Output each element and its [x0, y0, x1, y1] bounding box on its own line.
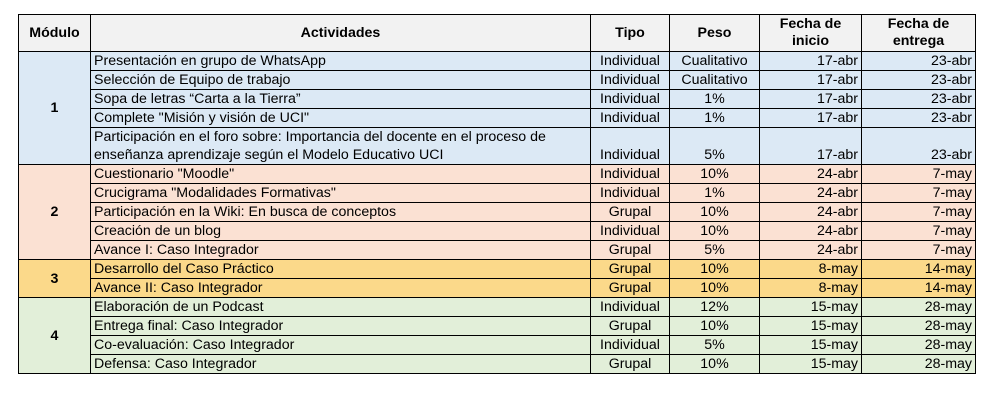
fecha-entrega-cell: 23-abr: [862, 71, 976, 90]
peso-cell: 12%: [670, 298, 760, 317]
activity-cell: Cuestionario "Moodle": [91, 165, 591, 184]
peso-cell: 5%: [670, 128, 760, 165]
fecha-entrega-cell: 28-may: [862, 336, 976, 355]
table-row: [19, 260, 976, 279]
activity-cell: Participación en el foro sobre: Importancia del docente en el proceso de enseñanza aprendizaje según el Modelo Educativo UCI: [91, 128, 591, 165]
fecha-entrega-cell: 28-may: [862, 317, 976, 336]
activity-cell: Co-evaluación: Caso Integrador: [91, 336, 591, 355]
fecha-inicio-cell: 15-may: [760, 298, 862, 317]
fecha-inicio-cell: 17-abr: [760, 90, 862, 109]
tipo-cell: Individual: [591, 71, 670, 90]
tipo-cell: Individual: [591, 336, 670, 355]
fecha-inicio-cell: 15-may: [760, 317, 862, 336]
peso-cell: 10%: [670, 260, 760, 279]
fecha-inicio-cell: 15-may: [760, 355, 862, 374]
tipo-cell: Grupal: [591, 279, 670, 298]
peso-cell: 10%: [670, 203, 760, 222]
activity-cell: Entrega final: Caso Integrador: [91, 317, 591, 336]
tipo-cell: Grupal: [591, 260, 670, 279]
header-actividades: Actividades: [91, 15, 591, 52]
table-row: [19, 336, 976, 355]
table-row: [19, 90, 976, 109]
fecha-inicio-cell: 8-may: [760, 260, 862, 279]
activity-cell: Participación en la Wiki: En busca de conceptos: [91, 203, 591, 222]
table-body: [19, 52, 976, 374]
tipo-cell: Individual: [591, 222, 670, 241]
fecha-inicio-cell: 24-abr: [760, 165, 862, 184]
peso-cell: 1%: [670, 109, 760, 128]
activity-cell: Creación de un blog: [91, 222, 591, 241]
activity-cell: Selección de Equipo de trabajo: [91, 71, 591, 90]
tipo-cell: Grupal: [591, 317, 670, 336]
fecha-entrega-cell: 23-abr: [862, 128, 976, 165]
fecha-inicio-cell: 17-abr: [760, 71, 862, 90]
tipo-cell: Grupal: [591, 241, 670, 260]
fecha-inicio-cell: 15-may: [760, 336, 862, 355]
header-tipo: Tipo: [591, 15, 670, 52]
peso-cell: 1%: [670, 184, 760, 203]
tipo-cell: Individual: [591, 184, 670, 203]
table-row: [19, 52, 976, 71]
module-number: 1: [19, 52, 91, 165]
tipo-cell: Individual: [591, 90, 670, 109]
fecha-entrega-cell: 14-may: [862, 279, 976, 298]
fecha-inicio-cell: 24-abr: [760, 184, 862, 203]
table-row: [19, 317, 976, 336]
peso-cell: 10%: [670, 355, 760, 374]
activities-table: [18, 14, 976, 374]
fecha-inicio-cell: 17-abr: [760, 128, 862, 165]
activity-cell: Complete "Misión y visión de UCI": [91, 109, 591, 128]
fecha-entrega-cell: 7-may: [862, 241, 976, 260]
table-row: [19, 109, 976, 128]
fecha-entrega-cell: 23-abr: [862, 109, 976, 128]
fecha-entrega-cell: 7-may: [862, 203, 976, 222]
table-row: [19, 279, 976, 298]
fecha-entrega-cell: 28-may: [862, 298, 976, 317]
fecha-entrega-cell: 7-may: [862, 165, 976, 184]
module-number: 4: [19, 298, 91, 374]
fecha-entrega-cell: 7-may: [862, 184, 976, 203]
activity-cell: Presentación en grupo de WhatsApp: [91, 52, 591, 71]
activity-cell: Avance I: Caso Integrador: [91, 241, 591, 260]
header-fecha-entrega: Fecha de entrega: [862, 15, 976, 52]
fecha-entrega-cell: 23-abr: [862, 52, 976, 71]
table-row: [19, 241, 976, 260]
peso-cell: 10%: [670, 165, 760, 184]
fecha-inicio-cell: 17-abr: [760, 52, 862, 71]
table-row: [19, 298, 976, 317]
activity-cell: Avance II: Caso Integrador: [91, 279, 591, 298]
peso-cell: 1%: [670, 90, 760, 109]
fecha-inicio-cell: 24-abr: [760, 203, 862, 222]
fecha-entrega-cell: 23-abr: [862, 90, 976, 109]
tipo-cell: Individual: [591, 109, 670, 128]
fecha-inicio-cell: 24-abr: [760, 241, 862, 260]
tipo-cell: Grupal: [591, 355, 670, 374]
tipo-cell: Individual: [591, 165, 670, 184]
header-fecha-inicio: Fecha de inicio: [760, 15, 862, 52]
peso-cell: Cualitativo: [670, 52, 760, 71]
activity-cell: Elaboración de un Podcast: [91, 298, 591, 317]
activity-cell: Defensa: Caso Integrador: [91, 355, 591, 374]
module-number: 3: [19, 260, 91, 298]
peso-cell: 10%: [670, 317, 760, 336]
activity-cell: Sopa de letras “Carta a la Tierra”: [91, 90, 591, 109]
tipo-cell: Individual: [591, 128, 670, 165]
fecha-entrega-cell: 14-may: [862, 260, 976, 279]
header-row: [19, 15, 976, 52]
table-row: [19, 184, 976, 203]
table-row: [19, 203, 976, 222]
tipo-cell: Individual: [591, 52, 670, 71]
fecha-entrega-cell: 28-may: [862, 355, 976, 374]
table-row: [19, 222, 976, 241]
table-row: [19, 355, 976, 374]
table-row: [19, 71, 976, 90]
activity-cell: Crucigrama "Modalidades Formativas": [91, 184, 591, 203]
fecha-inicio-cell: 8-may: [760, 279, 862, 298]
peso-cell: Cualitativo: [670, 71, 760, 90]
fecha-inicio-cell: 17-abr: [760, 109, 862, 128]
fecha-entrega-cell: 7-may: [862, 222, 976, 241]
peso-cell: 10%: [670, 222, 760, 241]
table-row: [19, 128, 976, 165]
table-row: [19, 165, 976, 184]
fecha-inicio-cell: 24-abr: [760, 222, 862, 241]
module-number: 2: [19, 165, 91, 260]
header-modulo: Módulo: [19, 15, 91, 52]
tipo-cell: Grupal: [591, 203, 670, 222]
activity-cell: Desarrollo del Caso Práctico: [91, 260, 591, 279]
peso-cell: 5%: [670, 336, 760, 355]
peso-cell: 5%: [670, 241, 760, 260]
tipo-cell: Individual: [591, 298, 670, 317]
header-peso: Peso: [670, 15, 760, 52]
peso-cell: 10%: [670, 279, 760, 298]
